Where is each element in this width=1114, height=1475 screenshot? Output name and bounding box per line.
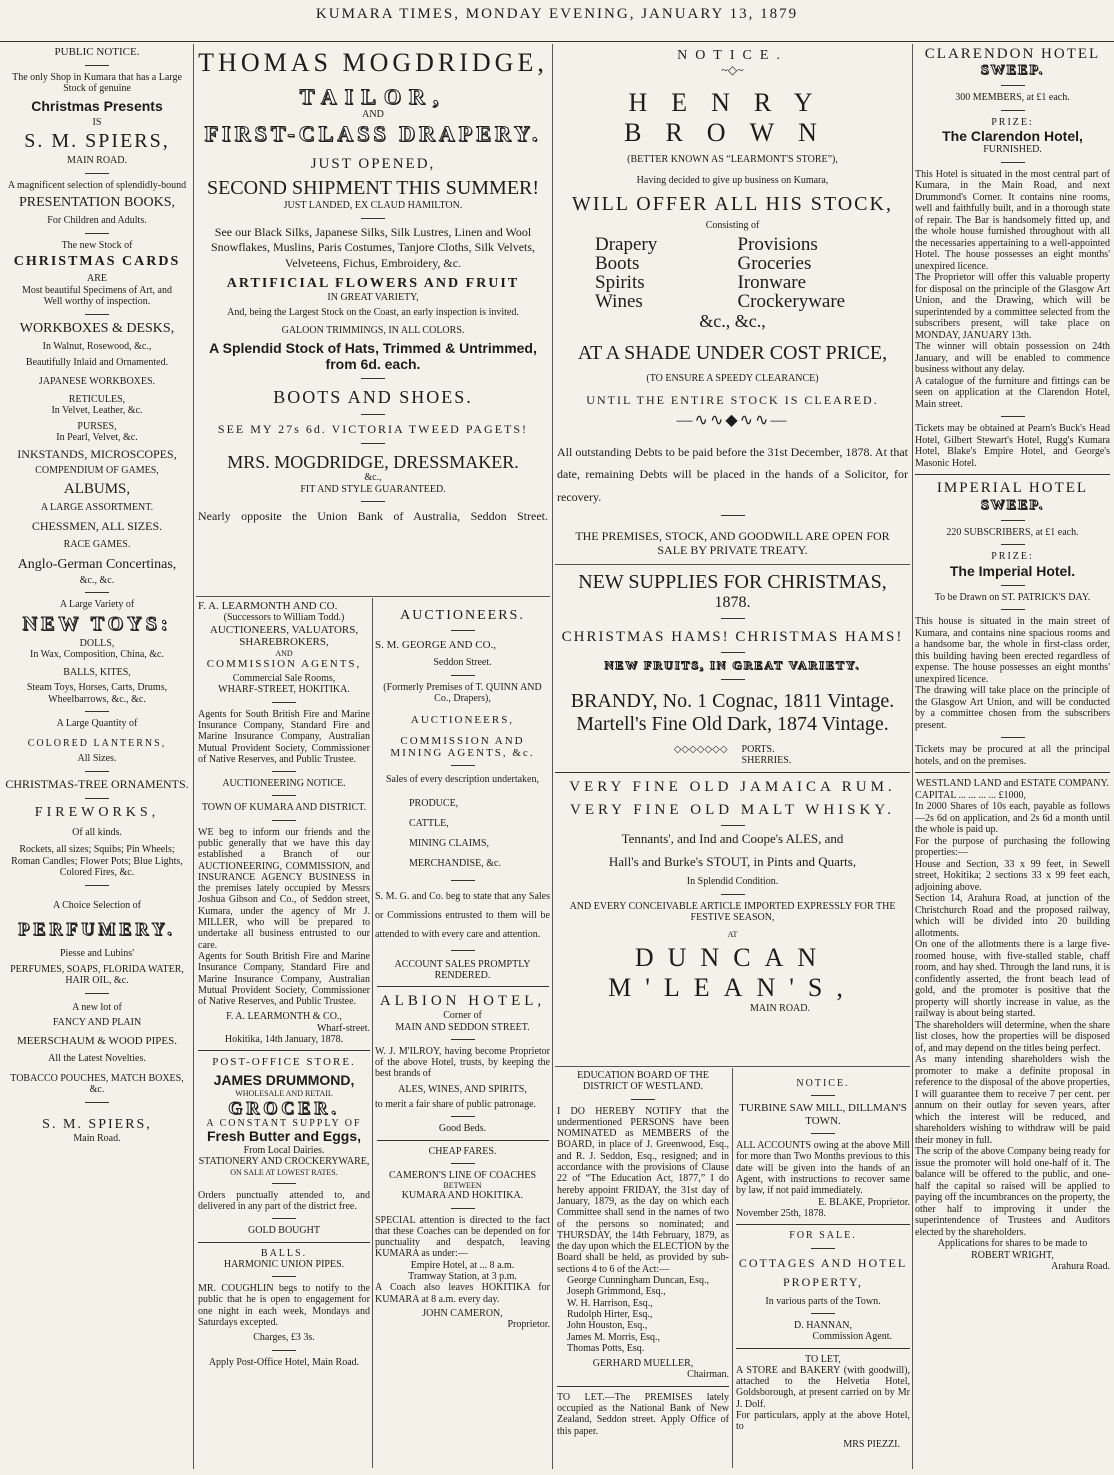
ad-heading: MEERSCHAUM & WOOD PIPES. — [17, 1034, 177, 1047]
ad-line: Beautifully Inlaid and Ornamented. — [25, 356, 169, 368]
ad-heading: Anglo-German Concertinas, — [17, 556, 177, 572]
stock-item: Wines — [595, 291, 643, 313]
ad-line: Of all kinds. — [72, 826, 122, 838]
stock-item: Provisions — [737, 234, 818, 256]
ad-line: In Wax, Composition, China, &c. — [29, 649, 164, 661]
ad-line: Commercial Sale Rooms, — [232, 673, 336, 685]
ad-line: Charges, £3 3s. — [253, 1332, 315, 1344]
ad-line: AT — [727, 929, 738, 939]
ad-heading: PERFUMERY. — [18, 919, 176, 940]
ad-heading: VERY FINE OLD MALT WHISKY. — [570, 802, 895, 819]
ad-heading: AUCTIONEERS. — [400, 608, 525, 623]
ad-heading: SECOND SHIPMENT THIS SUMMER! — [206, 177, 540, 200]
ad-line: RACE GAMES. — [63, 539, 131, 551]
ad-heading: CHEAP FARES. — [428, 1145, 497, 1157]
ad-body: As many intending shareholders wish the promoter to make a definite proposal in reference to the disposal of the above properties, I will guarantee them to receive 7 per cent. per annum on their outlay for seven years, after which the interest will be reduced, and shareholders wishing to withdraw will be paid their money in full. — [915, 1054, 1110, 1146]
ad-heading: The Clarendon Hotel, — [942, 128, 1083, 145]
ad-heading: S. M. GEORGE AND CO., — [375, 638, 497, 651]
ad-body: S. M. G. and Co. beg to state that any Sales or Commissions entrusted to them will be attended to with every care and attention. — [375, 890, 550, 940]
ad-heading: Martell's Fine Old Dark, 1874 Vintage. — [576, 712, 889, 735]
ad-body: All outstanding Debts to be paid before the 31st December, 1878. At that date, remaining Debts will be placed in the hands of a Solicitor, for recovery. — [557, 444, 908, 505]
ad-line: STATIONERY AND CROCKERYWARE, — [198, 1156, 370, 1168]
ad-heading: ALBUMS, — [63, 480, 131, 497]
ad-line: In Pearl, Velvet, &c. — [56, 432, 138, 444]
ad-body: Tickets may be procured at all the principal hotels, and on the premises. — [915, 744, 1110, 767]
ad-line: Proprietor. — [507, 1319, 550, 1331]
ad-line: Piesse and Lubins' — [59, 948, 135, 960]
ad-heading: CHRISTMAS CARDS — [13, 254, 181, 270]
ad-line: From Local Dairies. — [243, 1145, 325, 1157]
list-item: W. H. Harrison, Esq., — [567, 1297, 653, 1309]
ad-heading: THOMAS MOGDRIDGE, — [198, 48, 548, 77]
ad-line: Sales of every description undertaken, — [385, 774, 539, 786]
ad-line: Corner of — [443, 1010, 482, 1022]
hotel-sweep-ads — [915, 44, 1110, 1469]
ad-line: Seddon Street. — [433, 657, 492, 669]
ad-heading: JAMES DRUMMOND, — [213, 1071, 355, 1088]
column-rule — [912, 44, 913, 1469]
ad-line: A new lot of — [72, 1001, 122, 1013]
stock-item: Spirits — [595, 272, 645, 294]
ad-heading: F. A. LEARMONTH AND CO. — [198, 600, 338, 612]
ad-body: ALL ACCOUNTS owing at the above Mill for more than Two Months previous to this date will be given into the hands of an Agent, with instructions to recover same by law, if not paid immediately. — [736, 1140, 910, 1197]
ad-line: 220 SUBSCRIBERS, at £1 each. — [946, 526, 1079, 538]
column-rule — [372, 598, 373, 1468]
ad-heading: INKSTANDS, MICROSCOPES, — [17, 446, 177, 461]
ad-line: Empire Hotel, at ... 8 a.m. — [410, 1259, 515, 1271]
ad-heading: HARMONIC UNION PIPES. — [223, 1258, 345, 1270]
flourish-ornament: —∿∿◆∿∿— — [676, 412, 789, 430]
ad-body: Orders punctually attended to, and delivered in any part of the district free. — [198, 1189, 370, 1212]
ad-body: SPECIAL attention is directed to the fact that these Coaches can be depended on for punctuality and despatch, leaving KUMARA as under:— — [375, 1214, 550, 1260]
ad-body: The scrip of the above Company being ready for issue the promoter will hold one-half of it. The balance will be offered to the public, and one-half the capital so raised will be applied to paying off the incumbrances on the property, the other half to improving it under the superintendence of Trustees and Auditors elected by the shareholders. — [915, 1146, 1110, 1238]
ad-line: COMMISSION AGENTS, — [206, 657, 362, 670]
ad-heading: JUST OPENED, — [310, 155, 436, 172]
ad-line: WHARF-STREET, HOKITIKA. — [218, 684, 350, 696]
ad-heading: BRANDY, No. 1 Cognac, 1811 Vintage. — [570, 689, 895, 712]
ad-line: JAPANESE WORKBOXES. — [38, 376, 156, 388]
ad-body: This house is situated in the main street of Kumara, and contains nine spacious rooms and a handsome bar, the whole in first-class order, this building having been erected regardless of expense. The house possesses an eight months' unexpired licence. — [915, 616, 1110, 685]
ad-line: (Successors to William Todd.) — [223, 612, 345, 624]
ad-heading: BALLS. — [260, 1247, 308, 1259]
ad-heading: PRIZE: — [991, 551, 1034, 563]
ad-signature: F. A. LEARMONTH & CO., — [226, 1011, 342, 1023]
list-item: James M. Morris, Esq., — [567, 1331, 661, 1343]
ad-heading: S. M. SPIERS, — [42, 1116, 152, 1132]
ad-line: AND EVERY CONCEIVABLE ARTICLE IMPORTED EXPRESSLY FOR THE FESTIVE SEASON, — [569, 900, 896, 924]
ad-line: GALOON TRIMMINGS, IN ALL COLORS. — [281, 324, 465, 336]
ad-heading: VERY FINE OLD JAMAICA RUM. — [569, 778, 896, 795]
george-ad — [375, 600, 550, 1465]
ad-heading: NOTICE. — [796, 1078, 850, 1089]
ad-signature: GERHARD MUELLER, — [592, 1358, 694, 1370]
ad-signature: E. BLAKE, Proprietor. — [818, 1196, 910, 1208]
brown-mclean-ads — [555, 44, 910, 1064]
ad-line: In Velvet, Leather, &c. — [51, 405, 143, 417]
ad-heading: EDUCATION BOARD OF THE DISTRICT OF WESTLAND. — [577, 1070, 709, 1093]
list-item: Rudolph Hirter, Esq., — [567, 1308, 653, 1320]
ad-line: Hall's and Burke's STOUT, in Pints and Quarts, — [608, 854, 857, 870]
list-item: Joseph Grimmond, Esq., — [567, 1286, 666, 1298]
ad-line: FIT AND STYLE GUARANTEED. — [300, 483, 446, 495]
ad-heading: BOOTS AND SHOES. — [273, 387, 473, 408]
newspaper-masthead: KUMARA TIMES, MONDAY EVENING, JANUARY 13, 1879 — [0, 0, 1114, 42]
ad-heading: CHRISTMAS-TREE ORNAMENTS. — [5, 776, 189, 791]
ad-heading: CHESSMEN, ALL SIZES. — [31, 518, 163, 533]
ad-line: The only Shop in Kumara that has a Large Stock of genuine — [12, 71, 182, 95]
learmonth-ad — [198, 600, 370, 1465]
ad-heading: NEW SUPPLIES FOR CHRISTMAS, — [578, 570, 887, 593]
ad-heading: The Imperial Hotel. — [949, 562, 1076, 579]
ad-line: A Choice Selection of — [52, 899, 142, 911]
stock-item: Groceries — [737, 253, 812, 275]
ad-line: PURSES, — [77, 420, 117, 432]
stock-item: Drapery — [595, 234, 658, 256]
ad-heading: PRESENTATION BOOKS, — [18, 195, 175, 211]
ad-heading: TO LET, — [805, 1353, 841, 1365]
ad-line: MAIN ROAD. — [67, 155, 127, 167]
ad-line: JUST LANDED, EX CLAUD HAMILTON. — [283, 200, 463, 212]
ad-line: &c., — [364, 472, 382, 484]
ad-body: The winner will obtain possession on 24th January, and will be enabled to commence business without any delay. — [915, 341, 1110, 376]
ad-line: For Children and Adults. — [47, 215, 147, 227]
ad-body: And, being the Largest Stock on the Coast, an early inspection is invited. — [227, 307, 519, 319]
ad-line: Well worthy of inspection. — [43, 296, 151, 308]
ad-line: Nearly opposite the Union Bank of Australia, Seddon Street. — [198, 509, 548, 524]
ad-heading: TOWN OF KUMARA AND DISTRICT. — [201, 802, 367, 814]
ad-heading: CLARENDON HOTEL — [924, 46, 1101, 62]
ad-heading: PRIZE: — [991, 116, 1034, 128]
ad-line: FANCY AND PLAIN — [52, 1017, 142, 1029]
ad-body: For the purpose of purchasing the following properties:— — [915, 835, 1110, 859]
ad-body: Tickets may be obtained at Pearn's Buck's Head Hotel, Gilbert Stewart's Hotel, Rugg's Kumara Hotel, Blake's Empire Hotel, and George's Masonic Hotel. — [915, 423, 1110, 469]
ad-line: Arahura Road. — [1051, 1261, 1110, 1273]
ad-body: The shareholders will determine, when the share list closes, how the properties will be disposed of, and may depend on the titles being perfect. — [915, 1019, 1110, 1054]
ad-body: House and Section, 33 x 99 feet, in Sewell street, Hokitika; 2 sections 33 x 99 feet each, adjoining above. — [915, 858, 1110, 893]
ad-line: Steam Toys, Horses, Carts, Drums, Wheelbarrows, &c., &c. — [26, 682, 168, 705]
ad-heading: GROCER. — [228, 1097, 340, 1118]
ad-line: A magnificent selection of splendidly-bound — [7, 179, 187, 191]
ad-heading: THE PREMISES, STOCK, AND GOODWILL ARE OPEN FOR SALE BY PRIVATE TREATY. — [575, 528, 890, 557]
list-item: George Cunningham Duncan, Esq., — [567, 1275, 710, 1287]
ad-line: In Splendid Condition. — [686, 876, 779, 888]
ad-line: COMPENDIUM OF GAMES, — [35, 465, 159, 477]
ad-heading: MRS. MOGDRIDGE, DRESSMAKER. — [227, 451, 519, 472]
ad-heading: POST-OFFICE STORE. — [212, 1056, 356, 1069]
ad-line: In various parts of the Town. — [765, 1295, 881, 1307]
ad-heading: CAMERON'S LINE OF COACHES — [388, 1169, 537, 1181]
ad-line: &c., &c. — [79, 574, 115, 586]
ad-heading: PROPERTY, — [782, 1275, 864, 1290]
ad-line: IN GREAT VARIETY, — [327, 291, 419, 303]
column-rule — [193, 44, 194, 1469]
ad-line: Tennants', and Ind and Coope's ALES, and — [621, 831, 844, 847]
ad-body: W. J. M'ILROY, having become Proprietor of the above Hotel, trusts, by keeping the best brands of — [375, 1045, 550, 1080]
list-item: CATTLE, — [409, 817, 449, 829]
ad-line: BALLS, KITES, — [63, 666, 131, 678]
ad-body: On one of the allotments there is a large five-roomed house, with five-stalled stable, chaff room, and hay shed. Through the land runs, it is confidently asserted, the front beach lead of gold, and the promoter is positive that the property will shortly increase in value, as the railway is about being started. — [915, 939, 1110, 1020]
list-item: MERCHANDISE, &c. — [409, 857, 501, 869]
ad-heading: WILL OFFER ALL HIS STOCK, — [572, 192, 893, 215]
ad-heading: ARTIFICIAL FLOWERS AND FRUIT — [226, 275, 520, 291]
ad-line: BETWEEN — [443, 1181, 482, 1191]
ad-line: MAIN ROAD. — [750, 1002, 810, 1014]
ad-line: Commission Agent. — [812, 1331, 892, 1343]
ad-heading: SWEEP. — [980, 63, 1045, 79]
ad-line: Good Beds. — [438, 1123, 487, 1135]
flourish-ornament: ~◇~ — [721, 63, 744, 78]
ad-heading: AT A SHADE UNDER COST PRICE, — [577, 341, 888, 364]
ad-line: FURNISHED. — [983, 144, 1042, 156]
ad-line: Consisting of — [705, 219, 760, 231]
ad-heading: Christmas Presents — [31, 97, 163, 114]
ad-line: Tramway Station, at 3 p.m. — [408, 1271, 517, 1282]
saw-mill-notice — [736, 1070, 910, 1468]
ad-heading: NEW FRUITS, IN GREAT VARIETY. — [604, 658, 861, 673]
ad-line: Applications for shares to be made to — [937, 1238, 1088, 1250]
ad-line: DOLLS, — [79, 637, 115, 649]
ad-heading: UNTIL THE ENTIRE STOCK IS CLEARED. — [586, 393, 879, 408]
ad-line: ON SALE AT LOWEST RATES. — [230, 1167, 338, 1177]
mogdridge-ad — [196, 44, 550, 600]
ad-line: WHOLESALE AND RETAIL — [235, 1088, 333, 1098]
ad-line: PERFUMES, SOAPS, FLORIDA WATER, HAIR OIL, &c. — [10, 963, 184, 987]
ad-line: All Sizes. — [77, 753, 117, 765]
ad-line: A Large Quantity of — [56, 718, 138, 730]
ad-line: Rockets, all sizes; Squibs; Pin Wheels; Roman Candles; Flower Pots; Blue Lights, Colored Fires, &c. — [11, 844, 183, 879]
column-rule — [732, 1068, 733, 1468]
ad-heading: FOR SALE. — [789, 1230, 857, 1242]
ad-heading: AUCTIONEERS, — [410, 714, 515, 727]
ad-line: A Large Variety of — [59, 599, 135, 611]
ad-line: A LARGE ASSORTMENT. — [40, 502, 154, 514]
ad-heading: COTTAGES AND HOTEL — [738, 1255, 908, 1270]
ad-heading: FIRST-CLASS DRAPERY. — [204, 120, 542, 146]
ad-signature: D. HANNAN, — [793, 1319, 853, 1331]
ad-line: TOBACCO POUCHES, MATCH BOXES, &c. — [10, 1072, 184, 1096]
ad-heading: COLORED LANTERNS, — [27, 737, 167, 749]
section-rule — [196, 596, 550, 597]
ad-body: In 2000 Shares of 10s each, payable as follows—2s 6d on application, and 2s 6d a month until the whole is paid up. — [915, 801, 1110, 836]
ad-heading: NOTICE. — [677, 48, 788, 63]
ad-body: to merit a fair share of public patronage. — [375, 1099, 537, 1110]
list-item: MINING CLAIMS, — [409, 837, 489, 849]
ad-line: Chairman. — [687, 1369, 729, 1381]
ad-line: To be Drawn on ST. PATRICK'S DAY. — [934, 591, 1091, 603]
stock-item: Ironware — [737, 272, 807, 294]
ad-body: TO LET.—The PREMISES lately occupied as the National Bank of New Zealand, Seddon street. Apply Office of this paper. — [557, 1391, 729, 1437]
ad-line: AND — [362, 109, 384, 121]
ad-body: A catalogue of the furniture and fittings can be seen on application at the Clarendon Hotel, Main street. — [915, 375, 1110, 410]
ad-heading: ALBION HOTEL, — [379, 993, 546, 1010]
education-board-notice — [557, 1070, 729, 1468]
ad-heading: HENRY BROWN — [624, 87, 841, 147]
ad-body: For particulars, apply at the above Hotel, to — [736, 1409, 910, 1433]
ad-line: CAPITAL ... ... ... ... £1000, — [915, 789, 1027, 801]
ad-line: A CONSTANT SUPPLY OF — [206, 1117, 362, 1129]
ad-heading: Fresh Butter and Eggs, — [206, 1128, 362, 1145]
list-item: PRODUCE, — [409, 797, 459, 809]
ad-body: The Proprietor will offer this valuable property for disposal on the principle of the Glasgow Art Union, and the Drawing, which will be superintended by a committee selected from the subscribers present, will take place on MONDAY, JANUARY 13th. — [915, 272, 1110, 341]
ad-line: AUCTIONEERS, VALUATORS, SHAREBROKERS, — [209, 623, 359, 649]
ad-heading: NEW TOYS: — [22, 612, 172, 635]
ad-line: Apply Post-Office Hotel, Main Road. — [208, 1356, 360, 1368]
ad-signature: JOHN CAMERON, — [422, 1307, 503, 1319]
ad-heading: S. M. SPIERS, — [24, 130, 170, 153]
list-item: John Houston, Esq., — [567, 1320, 648, 1332]
ornament-icon: ◇◇◇◇◇◇◇ — [673, 743, 728, 755]
ad-body: See our Black Silks, Japanese Silks, Silk Lustres, Linen and Wool Snowflakes, Muslins, Paris Costumes, Tanjore Cloths, Silk Velvets, Velveteens, Fichus, Embroidery, &c. — [210, 224, 536, 270]
ad-heading: DUNCAN M'LEAN'S, — [608, 943, 857, 1002]
ad-heading: TURBINE SAW MILL, DILLMAN'S TOWN. — [739, 1102, 907, 1127]
ad-heading: CHRISTMAS HAMS! CHRISTMAS HAMS! — [561, 628, 904, 645]
ad-line: RETICULES, — [68, 393, 126, 405]
ad-line: November 25th, 1878. — [736, 1207, 826, 1219]
ad-line: (Formerly Premises of T. QUINN AND Co., Drapers), — [383, 681, 542, 704]
ad-line: &c., &c., — [699, 311, 766, 332]
ad-body: Agents for South British Fire and Marine Insurance Company, Standard Fire and Marine Insurance Company, Australian Mutual Provident Society, Commissioner of Native Reserves, and Public Trustee. — [198, 950, 370, 1008]
column-spiers-ad — [4, 44, 190, 1469]
ad-line: Main Road. — [73, 1132, 121, 1144]
ad-body: WE beg to inform our friends and the public generally that we have this day established a Branch of our AUCTIONEERING, COMMISSION, and INSURANCE AGENCY BUSINESS in the premises lately occupied by Messrs Joshua Gibson and Co., of Seddon street, Kumara, under the agency of Mr J. MILLER, who will be prepared to undertake all business entrusted to our care. — [198, 826, 370, 951]
ad-line: All the Latest Novelties. — [48, 1053, 146, 1065]
ad-line: 300 MEMBERS, at £1 each. — [955, 92, 1070, 104]
ad-line: (BETTER KNOWN AS “LEARMONT'S STORE”), — [627, 153, 838, 165]
ad-body: Agents for South British Fire and Marine Insurance Company, Standard Fire and Marine Insurance Company, Australian Mutual Provident Society, Commissioner of Native Reserves, and Public Trustee. — [198, 708, 370, 765]
ad-line: MAIN AND SEDDON STREET. — [395, 1021, 530, 1033]
ad-body: A Coach also leaves HOKITIKA for KUMARA at 8 a.m. every day. — [375, 1282, 550, 1305]
ad-heading: ACCOUNT SALES PROMPTLY RENDERED. — [394, 958, 531, 981]
ad-line: Hokitika, 14th January, 1878. — [224, 1034, 344, 1046]
ad-line: SHERRIES. — [741, 755, 792, 767]
ad-heading: SWEEP. — [980, 497, 1045, 513]
ad-body: I DO HEREBY NOTIFY that the undermentioned PERSONS have been NOMINATED as MEMBERS of the BOARD, in place of J. Greenwood, Esq., and R. J. Seddon, Esq., resigned; and in accordance with the provisions of Clause 22 of “The Education Act, 1877,” I do hereby appoint FRIDAY, the 31st day of January, 1879, as the day on which each Committee shall send in the names of two of the persons so nominated; and THURSDAY, the 14th February, 1879, as the day upon which the ELECTION by the Board shall be held, as provided by sub-sections 4 to 6 of the Act:— — [557, 1105, 729, 1275]
ad-line: In Walnut, Rosewood, &c., — [42, 341, 152, 353]
ad-line: Most beautiful Specimens of Art, and — [22, 284, 172, 296]
ad-line: The new Stock of — [61, 239, 133, 251]
ad-line: AND — [275, 648, 293, 658]
ad-line: IS — [92, 116, 102, 128]
ad-heading: AUCTIONEERING NOTICE. — [222, 778, 346, 790]
ad-heading: WORKBOXES & DESKS, — [19, 320, 175, 336]
ad-heading: A Splendid Stock of Hats, Trimmed & Untrimmed, from 6d. each. — [209, 340, 537, 373]
ad-heading: IMPERIAL HOTEL — [936, 480, 1089, 497]
ad-signature: ROBERT WRIGHT, — [971, 1249, 1054, 1261]
ad-body: A STORE and BAKERY (with goodwill), attached to the Helvetia Hotel, Goldsborough, at present carried on by Mr J. Dolf. — [736, 1364, 910, 1410]
list-item: Thomas Potts, Esq. — [567, 1342, 645, 1354]
ad-heading: WESTLAND LAND and ESTATE COMPANY. — [916, 778, 1109, 790]
ad-body: This Hotel is situated in the most central part of Kumara, in the Main Road, and next Drummond's Corner. It contains nine rooms, well and faithfully built, and in a thorough state of repair. The Bar is handsomely fitted up, and the whole house furnished throughout with all the necessaries appertaining to a well-appointed Hotel. The house possesses an eight months' unexpired licence. — [915, 168, 1110, 272]
stock-item: Boots — [595, 253, 640, 275]
stock-item: Crockeryware — [737, 291, 846, 313]
ad-signature: MRS PIEZZI. — [843, 1438, 900, 1450]
ad-heading: SEE MY 27s 6d. VICTORIA TWEED PAGETS! — [217, 421, 529, 436]
ad-line: ALES, WINES, AND SPIRITS, — [398, 1083, 527, 1095]
ad-line: Having decided to give up business on Kumara, — [636, 175, 829, 187]
public-notice-title: PUBLIC NOTICE. — [54, 46, 140, 58]
ad-body: Section 14, Arahura Road, at junction of the Christchurch Road and the proposed railway, which will be divided into 20 building allotments. — [915, 893, 1110, 939]
ad-line: KUMARA AND HOKITIKA. — [401, 1190, 524, 1202]
ad-heading: GOLD BOUGHT — [248, 1225, 320, 1237]
ad-line: (TO ENSURE A SPEEDY CLEARANCE) — [646, 372, 819, 384]
column-rule — [552, 44, 553, 1469]
ad-heading: COMMISSION AND MINING AGENTS, &c. — [390, 734, 535, 759]
ad-heading: 1878. — [714, 593, 751, 611]
section-rule — [555, 1066, 910, 1067]
ad-line: ARE — [87, 273, 107, 285]
ad-body: MR. COUGHLIN begs to notify to the public that he is open to engagement for one night in each week, Mondays and Saturdays excepted. — [198, 1283, 370, 1329]
ad-line: PORTS. — [741, 743, 775, 755]
ad-line: Wharf-street. — [316, 1022, 370, 1034]
ad-body: The drawing will take place on the principle of the Glasgow Art Union, and will be conducted by a committee chosen from the subscribers present. — [915, 685, 1110, 731]
ad-heading: TAILOR, — [299, 83, 447, 109]
ad-heading: FIREWORKS, — [34, 804, 160, 820]
